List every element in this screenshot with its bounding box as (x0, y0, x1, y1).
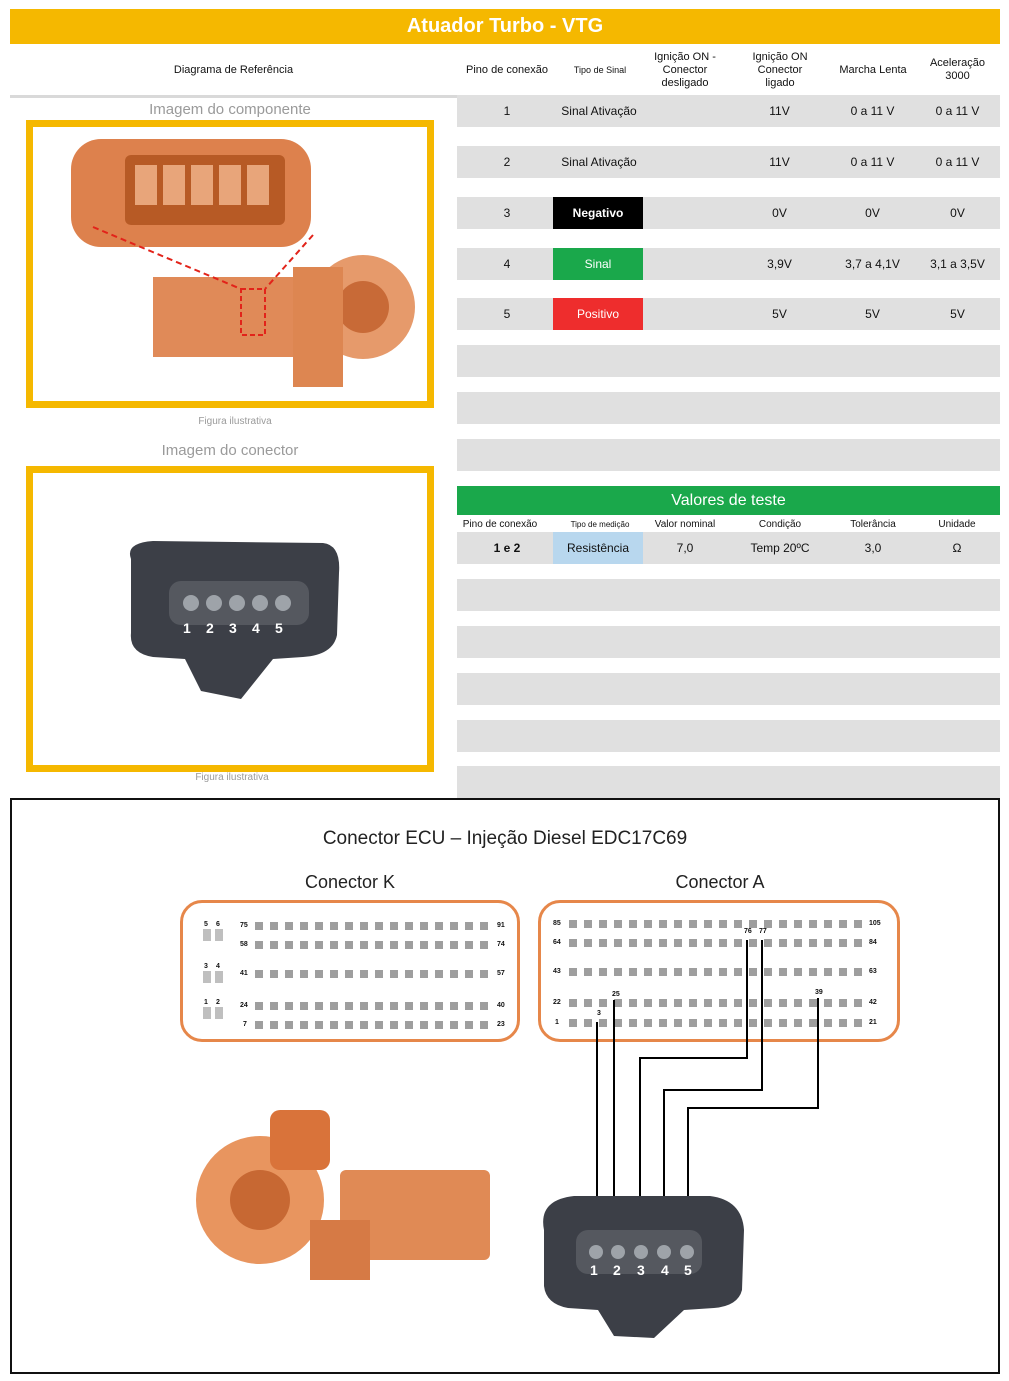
a-wired-pin-label: 77 (759, 928, 767, 935)
ignition-on-value: 11V (769, 104, 790, 118)
test-header-tolerance: Tolerância (850, 518, 896, 530)
k-row-label-left: 75 (240, 922, 248, 929)
k-row-label-left: 24 (240, 1002, 248, 1009)
k-side-pin: 3 (204, 963, 208, 970)
acceleration-value: 0 a 11 V (935, 104, 980, 118)
k-row-label-right: 91 (497, 922, 505, 929)
header-idle: Marcha Lenta (839, 63, 907, 76)
test-header-condition: Condição (758, 518, 802, 530)
header-acceleration: Aceleração 3000 (929, 57, 986, 82)
test-header-type: Tipo de medição (570, 519, 630, 529)
signal-type: Sinal Ativação (561, 104, 637, 118)
k-side-pin: 2 (216, 999, 220, 1006)
signal-tag-signal: Sinal (553, 248, 643, 280)
header-signal-type: Tipo de Sinal (573, 64, 627, 75)
actuator-pin-label: 3 (637, 1262, 645, 1278)
a-row-label-left: 1 (555, 1019, 559, 1026)
idle-value: 0 a 11 V (850, 104, 895, 118)
a-row-label-left: 22 (553, 999, 561, 1006)
k-row-label-right: 74 (497, 941, 505, 948)
actuator-pin-label: 1 (590, 1262, 598, 1278)
a-row-label-left: 85 (553, 920, 561, 927)
idle-value: 0V (865, 206, 880, 220)
idle-value: 5V (865, 307, 880, 321)
k-row-label-right: 57 (497, 970, 505, 977)
pin-number: 4 (503, 257, 511, 271)
idle-value: 3,7 a 4,1V (845, 257, 900, 271)
k-row-label-left: 41 (240, 970, 248, 977)
a-wired-pin-label: 39 (815, 989, 823, 996)
acceleration-value: 3,1 a 3,5V (930, 257, 985, 271)
pin-number: 1 (503, 104, 511, 118)
connector-a-title: Conector A (675, 872, 765, 892)
k-row-label-right: 40 (497, 1002, 505, 1009)
connector-pin-label: 4 (252, 620, 260, 636)
a-row-label-left: 43 (553, 968, 561, 975)
k-side-pin: 6 (216, 921, 220, 928)
header-ignition-on: Ignição ON Conector ligado (752, 50, 808, 89)
component-image-note: Figura ilustrativa (198, 416, 272, 427)
header-ignition-off: Ignição ON - Conector desligado (654, 50, 716, 89)
a-wired-pin-label: 76 (744, 928, 752, 935)
a-row-label-right: 63 (869, 968, 877, 975)
actuator-pin-labels (590, 1262, 710, 1280)
pin-number: 5 (503, 307, 511, 321)
connector-pin-label: 3 (229, 620, 237, 636)
a-row-label-right: 21 (869, 1019, 877, 1026)
k-row-label-right: 23 (497, 1021, 505, 1028)
ignition-on-value: 0V (772, 206, 787, 220)
connector-pin-label: 2 (206, 620, 214, 636)
connector-pin-label: 5 (275, 620, 283, 636)
test-nominal: 7,0 (676, 541, 694, 555)
ignition-on-value: 11V (769, 155, 790, 169)
test-type: Resistência (566, 541, 630, 555)
header-reference-diagram: Diagrama de Referência (173, 63, 294, 76)
acceleration-value: 0V (950, 206, 965, 220)
connector-k-title: Conector K (304, 872, 396, 892)
k-side-pin: 1 (204, 999, 208, 1006)
signal-type: Sinal Ativação (561, 155, 637, 169)
pin-number: 3 (503, 206, 511, 220)
actuator-pin-label: 4 (661, 1262, 669, 1278)
actuator-pin-label: 5 (684, 1262, 692, 1278)
actuator-pin-label: 2 (613, 1262, 621, 1278)
a-wired-pin-label: 25 (612, 991, 620, 998)
ignition-on-value: 5V (772, 307, 787, 321)
test-condition: Temp 20ºC (750, 541, 810, 555)
a-row-label-right: 105 (869, 920, 881, 927)
component-image-caption: Imagem do componente (149, 101, 311, 118)
test-unit: Ω (952, 541, 962, 555)
ignition-on-value: 3,9V (767, 257, 792, 271)
k-row-label-left: 7 (243, 1021, 247, 1028)
signal-tag-positive: Positivo (553, 298, 643, 330)
pin-number: 2 (503, 155, 511, 169)
a-row-label-left: 64 (553, 939, 561, 946)
acceleration-value: 5V (950, 307, 965, 321)
ecu-diagram-title: Conector ECU – Injeção Diesel EDC17C69 (322, 828, 688, 849)
acceleration-value: 0 a 11 V (935, 155, 980, 169)
page-title: Atuador Turbo - VTG (10, 9, 1000, 44)
idle-value: 0 a 11 V (850, 155, 895, 169)
connector-image-note: Figura ilustrativa (195, 772, 269, 783)
test-header-nominal: Valor nominal (654, 518, 716, 530)
a-wired-pin-label: 3 (597, 1010, 601, 1017)
a-row-label-right: 42 (869, 999, 877, 1006)
k-row-label-left: 58 (240, 941, 248, 948)
test-tolerance: 3,0 (864, 541, 882, 555)
test-header-pin: Pino de conexão (462, 518, 538, 530)
test-pin: 1 e 2 (493, 541, 521, 555)
connector-image-caption: Imagem do conector (161, 442, 299, 459)
test-header-unit: Unidade (938, 518, 976, 530)
a-row-label-right: 84 (869, 939, 877, 946)
signal-tag-negative: Negativo (553, 197, 643, 229)
header-pin: Pino de conexão (466, 63, 548, 76)
k-side-pin: 4 (216, 963, 220, 970)
test-values-title: Valores de teste (457, 486, 1000, 515)
connector-pin-label: 1 (183, 620, 191, 636)
k-side-pin: 5 (204, 921, 208, 928)
